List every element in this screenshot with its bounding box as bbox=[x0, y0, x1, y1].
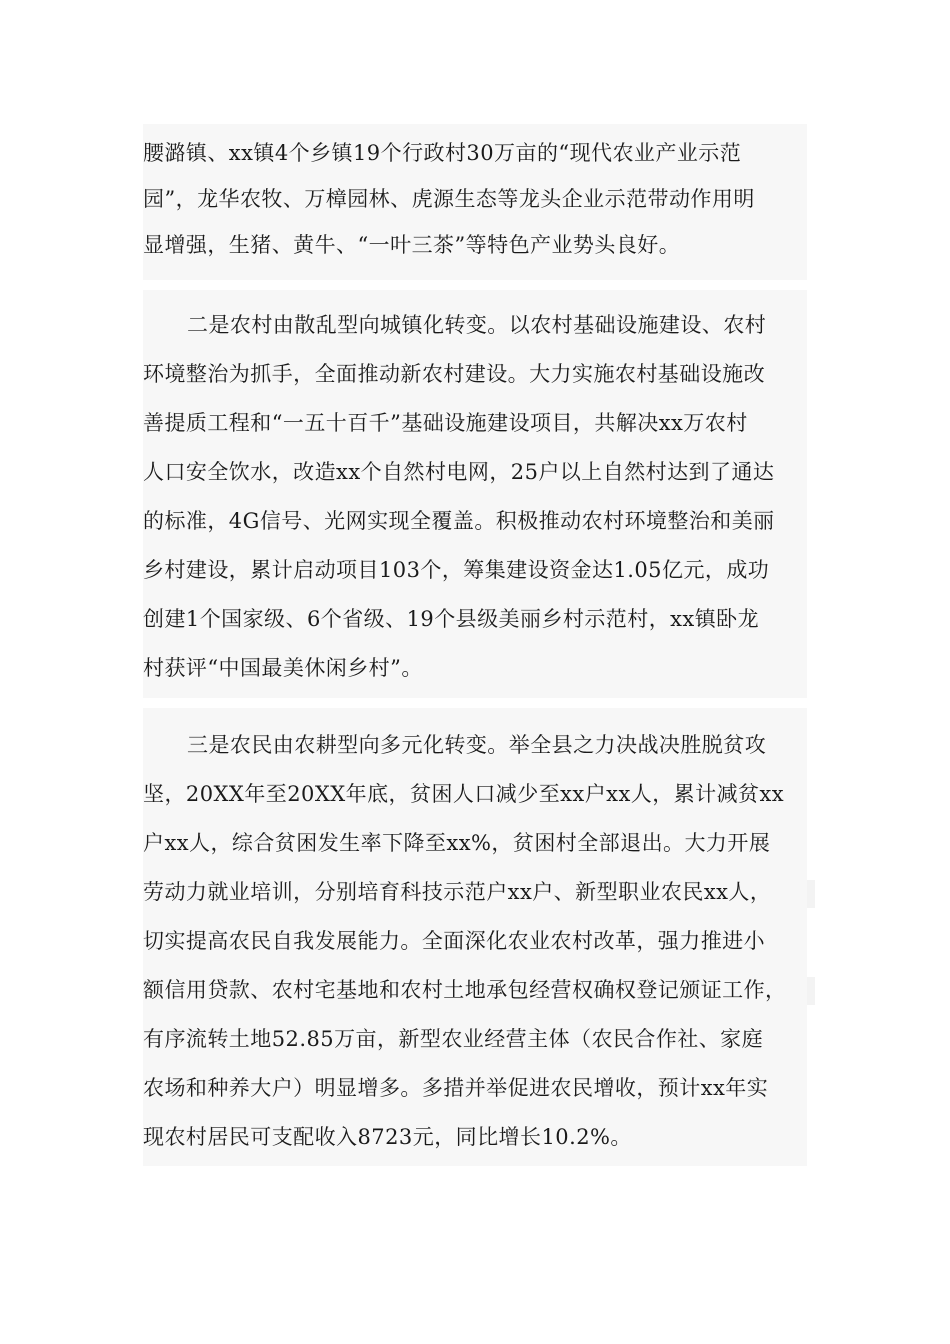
text-line: 人口安全饮水，改造xx个自然村电网，25户以上自然村达到了通达 bbox=[143, 460, 775, 484]
text-line: 园”，龙华农牧、万樟园林、虎源生态等龙头企业示范带动作用明 bbox=[143, 187, 755, 211]
text-line: 三是农民由农耕型向多元化转变。举全县之力决战决胜脱贫攻 bbox=[187, 733, 767, 757]
text-line: 显增强，生猪、黄牛、“一叶三茶”等特色产业势头良好。 bbox=[143, 233, 681, 257]
text-line: 有序流转土地52.85万亩，新型农业经营主体（农民合作社、家庭 bbox=[143, 1027, 764, 1051]
text-line: 的标准，4G信号、光网实现全覆盖。积极推动农村环境整治和美丽 bbox=[143, 509, 775, 533]
text-line: 劳动力就业培训，分别培育科技示范户xx户、新型职业农民xx人， bbox=[143, 880, 772, 904]
text-line: 二是农村由散乱型向城镇化转变。以农村基础设施建设、农村 bbox=[187, 313, 767, 337]
text-line: 户xx人，综合贫困发生率下降至xx%，贫困村全部退出。大力开展 bbox=[143, 831, 771, 855]
text-line: 农场和种养大户）明显增多。多措并举促进农民增收，预计xx年实 bbox=[143, 1076, 769, 1100]
text-line: 村获评“中国最美休闲乡村”。 bbox=[143, 656, 423, 680]
text-line: 现农村居民可支配收入8723元，同比增长10.2%。 bbox=[143, 1125, 632, 1149]
text-line: 腰潞镇、xx镇4个乡镇19个行政村30万亩的“现代农业产业示范 bbox=[143, 141, 742, 165]
text-line: 切实提高农民自我发展能力。全面深化农业农村改革，强力推进小 bbox=[143, 929, 766, 953]
text-line: 环境整治为抓手，全面推动新农村建设。大力实施农村基础设施改 bbox=[143, 362, 766, 386]
paragraph-2 bbox=[143, 290, 807, 698]
edge-shadow bbox=[807, 880, 815, 908]
paragraph-3 bbox=[143, 708, 807, 1166]
paragraph-1 bbox=[143, 124, 807, 280]
text-line: 额信用贷款、农村宅基地和农村土地承包经营权确权登记颁证工作， bbox=[143, 978, 787, 1002]
text-line: 坚，20XX年至20XX年底，贫困人口减少至xx户xx人，累计减贫xx bbox=[143, 782, 785, 806]
text-line: 乡村建设，累计启动项目103个，筹集建设资金达1.05亿元，成功 bbox=[143, 558, 770, 582]
text-line: 善提质工程和“一五十百千”基础设施建设项目，共解决xx万农村 bbox=[143, 411, 748, 435]
edge-shadow bbox=[807, 977, 815, 1005]
text-line: 创建1个国家级、6个省级、19个县级美丽乡村示范村，xx镇卧龙 bbox=[143, 607, 760, 631]
